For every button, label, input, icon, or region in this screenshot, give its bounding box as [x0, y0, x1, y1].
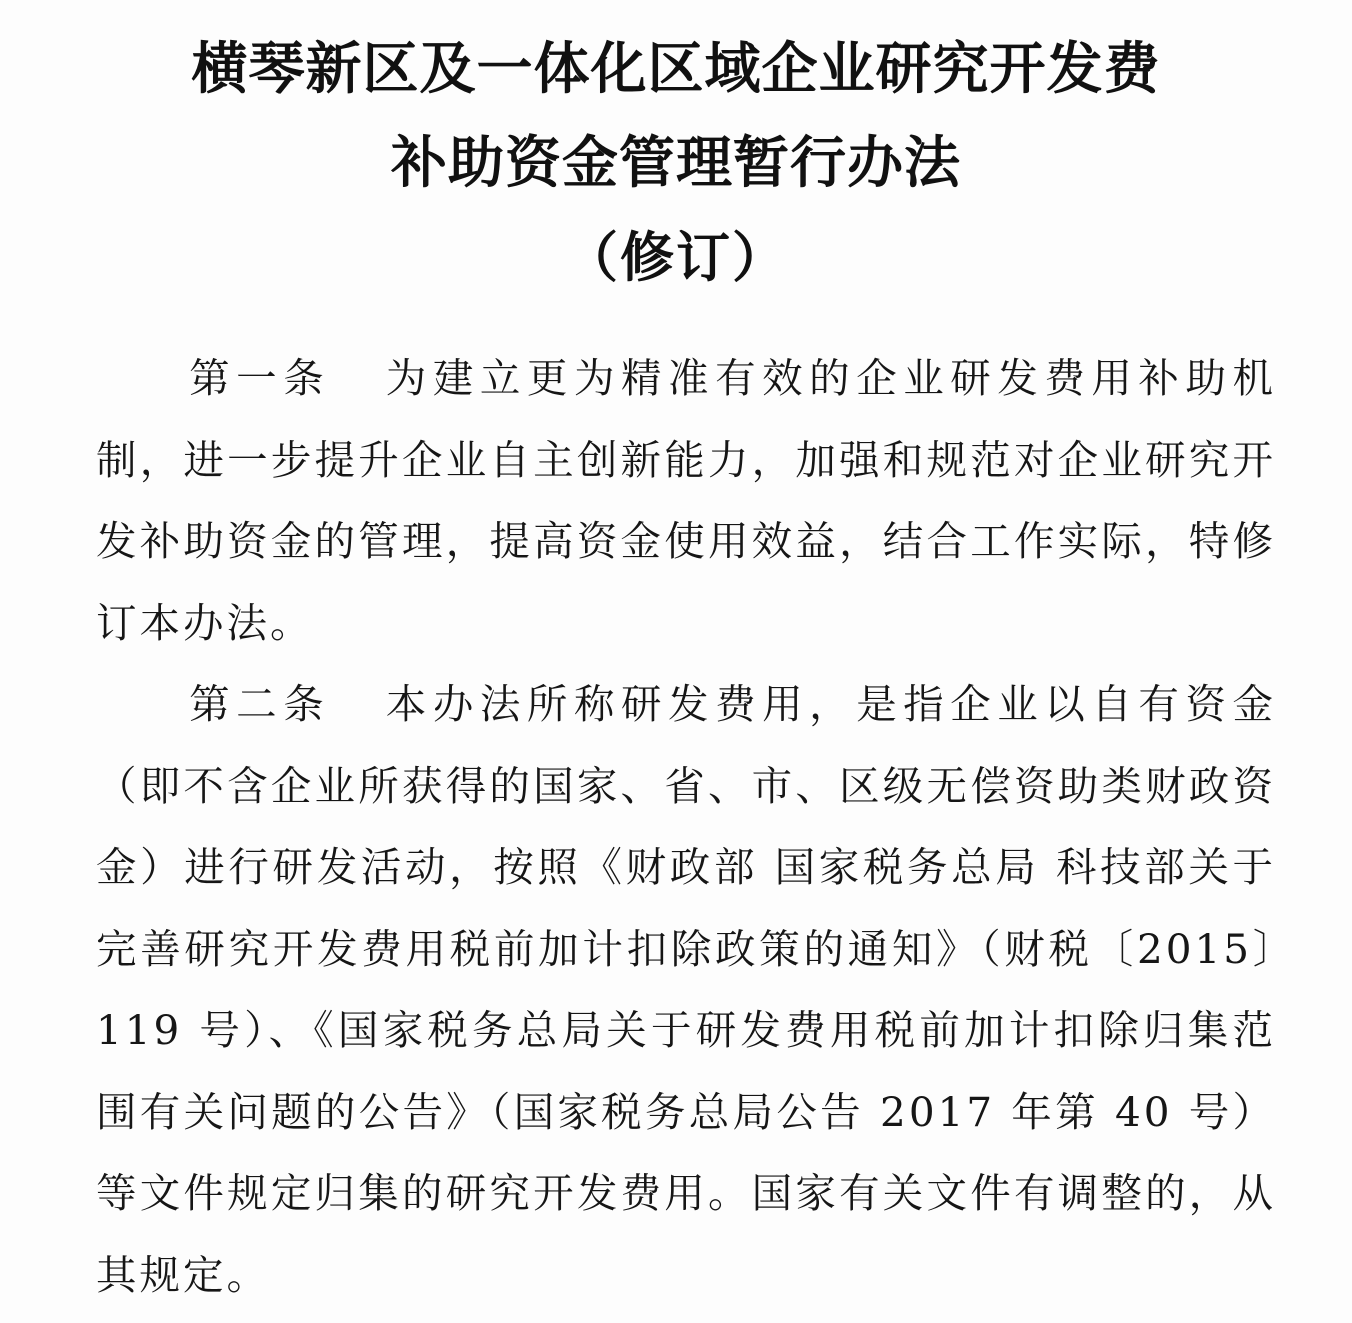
- title-line-1: 横琴新区及一体化区域企业研究开发费: [191, 36, 1161, 102]
- article-2-number: 第二条: [189, 680, 331, 728]
- article-1-number: 第一条: [189, 354, 331, 402]
- document-body: [96, 338, 1276, 1316]
- document-title: [0, 22, 1352, 304]
- title-revision-note: （修订）: [564, 225, 788, 289]
- article-1: [96, 338, 1276, 664]
- title-line-2: 补助资金管理暂行办法: [391, 130, 961, 196]
- article-2: [96, 664, 1276, 1316]
- article-2-text: 本办法所称研发费用，是指企业以自有资金（即不含企业所获得的国家、省、市、区级无偿资助类财政资金）进行研发活动，按照《财政部 国家税务总局 科技部关于完善研究开发费用税前加计扣除政策的通知》（财税〔2015〕119 号）、《国家税务总局关于研发费用税前加计扣除归集范围有关问题的公告》（国家税务总局公告 2017 年第 40 号）等文件规定归集的研究开发费用。国家有关文件有调整的，从其规定。: [96, 680, 1277, 1299]
- article-1-text: 为建立更为精准有效的企业研发费用补助机制，进一步提升企业自主创新能力，加强和规范对企业研究开发补助资金的管理，提高资金使用效益，结合工作实际，特修订本办法。: [96, 354, 1277, 647]
